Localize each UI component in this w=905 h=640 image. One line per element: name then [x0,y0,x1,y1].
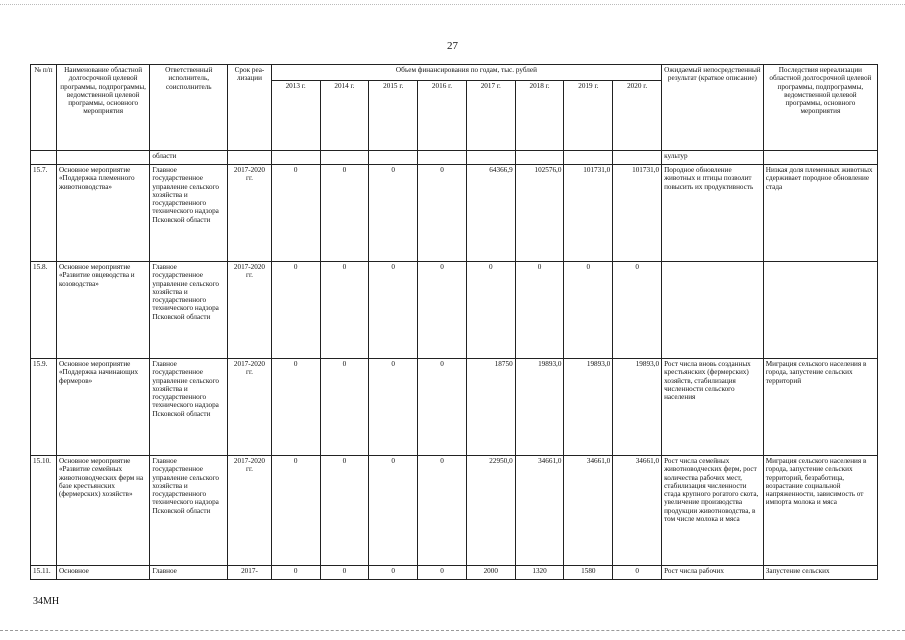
row-num: 15.9. [31,359,57,456]
year-header: 2020 г. [613,81,662,151]
row-value: 0 [320,359,369,456]
row-value: 0 [271,165,320,262]
row-name: Основное мероприятие «Поддержка племенного животноводства» [56,165,149,262]
row-value: 0 [613,262,662,359]
row-consequences: Запустение сельских [763,566,877,580]
row-value: 34661,0 [564,456,613,566]
row-name: Основное мероприятие «Поддержка начинающих фермеров» [56,359,149,456]
row-value: 0 [613,566,662,580]
row-value: 2000 [466,566,515,580]
row-value: 64366,9 [466,165,515,262]
row-value: 0 [271,456,320,566]
row-result: Рост числа вновь созданных крестьянских (фермерских) хозяйств, стабилизация численности сельского населения [662,359,764,456]
row-value: 0 [418,456,467,566]
row-num: 15.11. [31,566,57,580]
row-value: 0 [271,566,320,580]
year-header: 2015 г. [369,81,418,151]
table-row [31,566,878,580]
row-value: 0 [320,456,369,566]
row-value: 0 [564,262,613,359]
row-term: 2017-2020 гг. [228,262,272,359]
row-value: 1580 [564,566,613,580]
year-header: 2014 г. [320,81,369,151]
footer-code: 34МН [33,596,60,607]
continuation-cell [56,151,149,165]
page-number: 27 [447,40,458,52]
row-value: 0 [418,359,467,456]
row-num: 15.10. [31,456,57,566]
row-result [662,262,764,359]
row-value: 0 [466,262,515,359]
row-term: 2017- [228,566,272,580]
row-result: Рост числа рабочих [662,566,764,580]
row-responsible: Главное государственное управление сельского хозяйства и государственного технического надзора Псковской области [150,262,228,359]
row-value: 18750 [466,359,515,456]
row-value: 22950,0 [466,456,515,566]
funding-table [30,64,878,580]
year-header: 2016 г. [418,81,467,151]
row-consequences: Низкая доля племенных животных сдерживает породное обновление стада [763,165,877,262]
header-result: Ожидаемый непосредственный результат (краткое описание) [662,65,764,151]
row-value: 0 [320,262,369,359]
row-consequences [763,262,877,359]
row-value: 0 [418,262,467,359]
row-term: 2017-2020 гг. [228,165,272,262]
row-value: 19893,0 [515,359,564,456]
row-consequences: Миграция сельского населения в города, запустение сельских территорий, безработица, возрастание социальной напряженности, зависимость от импорта молока и мяса [763,456,877,566]
row-value: 34661,0 [613,456,662,566]
row-responsible: Главное [150,566,228,580]
row-value: 1320 [515,566,564,580]
row-responsible: Главное государственное управление сельского хозяйства и государственного технического надзора Псковской области [150,359,228,456]
table-row [31,262,878,359]
row-value: 0 [320,566,369,580]
header-responsible: Ответственный исполнитель, соисполнитель [150,65,228,151]
row-responsible: Главное государственное управление сельского хозяйства и государственного технического надзора Псковской области [150,165,228,262]
table-row [31,359,878,456]
row-value: 0 [515,262,564,359]
row-value: 102576,0 [515,165,564,262]
row-value: 0 [271,262,320,359]
year-header: 2013 г. [271,81,320,151]
header-num: № п/п [31,65,57,151]
row-term: 2017-2020 гг. [228,456,272,566]
header-term: Срок реа-лизации [228,65,272,151]
row-value: 0 [369,456,418,566]
row-term: 2017-2020 гг. [228,359,272,456]
row-num: 15.8. [31,262,57,359]
header-funding: Объем финансирования по годам, тыс. рублей [271,65,661,81]
continuation-cell [763,151,877,165]
year-header: 2018 г. [515,81,564,151]
row-value: 0 [369,262,418,359]
header-name: Наименование областной долгосрочной целевой программы, подпрограммы, ведомственной целевой программы, основного мероприятия [56,65,149,151]
continuation-result: культур [662,151,764,165]
row-value: 0 [369,566,418,580]
row-name: Основное мероприятие «Развитие семейных животноводческих ферм на базе крестьянских (фермерских) хозяйств» [56,456,149,566]
table-row [31,165,878,262]
row-num: 15.7. [31,165,57,262]
row-value: 0 [418,165,467,262]
row-result: Породное обновление животных и птицы позволит повысить их продуктивность [662,165,764,262]
scan-bottom-edge [0,630,905,631]
row-value: 101731,0 [564,165,613,262]
row-result: Рост числа семейных животноводческих ферм, рост количества рабочих мест, стабилизация численности стада крупного рогатого скота, увеличение производства продукции животноводства, в том числе молока и мяса [662,456,764,566]
continuation-cell [228,151,272,165]
row-value: 0 [320,165,369,262]
row-name: Основное мероприятие «Развитие овцеводства и козоводства» [56,262,149,359]
year-header: 2019 г. [564,81,613,151]
row-value: 19893,0 [564,359,613,456]
header-consequences: Последствия нереализации областной долгосрочной целевой программы, подпрограммы, ведомственной целевой программы, основного мероприятия [763,65,877,151]
row-responsible: Главное государственное управление сельского хозяйства и государственного технического надзора Псковской области [150,456,228,566]
scan-top-edge [0,0,905,5]
continuation-cell [31,151,57,165]
continuation-responsible: области [150,151,228,165]
table-row [31,456,878,566]
row-name: Основное [56,566,149,580]
row-consequences: Миграция сельского населения в города, запустение сельских территорий [763,359,877,456]
row-value: 101731,0 [613,165,662,262]
row-value: 0 [369,165,418,262]
row-value: 0 [271,359,320,456]
row-value: 19893,0 [613,359,662,456]
year-header: 2017 г. [466,81,515,151]
row-value: 34661,0 [515,456,564,566]
row-value: 0 [418,566,467,580]
row-value: 0 [369,359,418,456]
